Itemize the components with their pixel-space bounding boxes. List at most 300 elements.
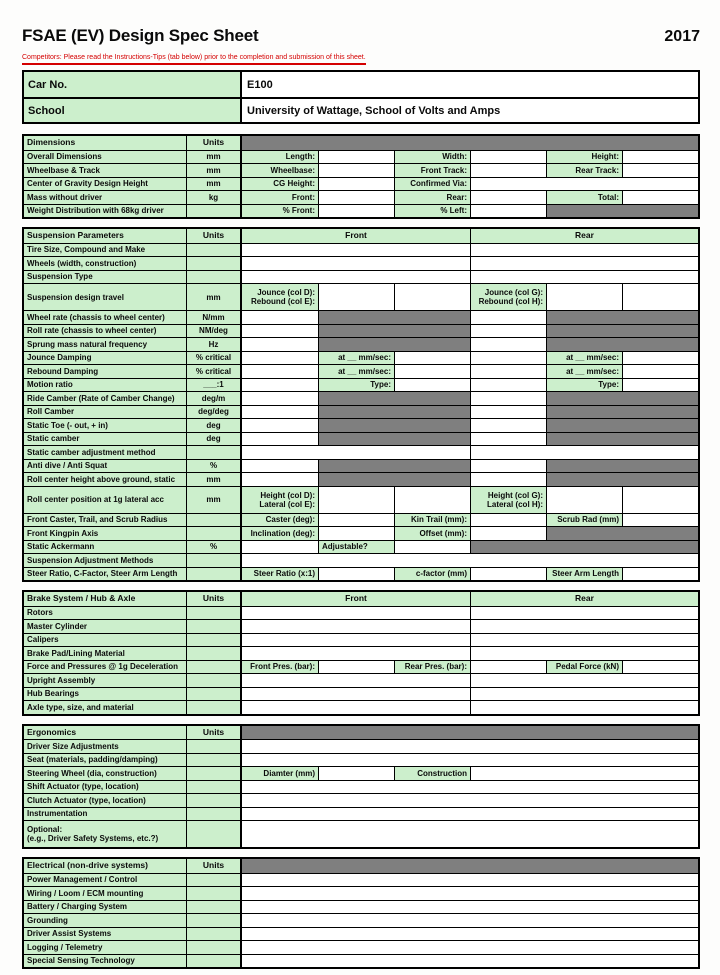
row-label: Wiring / Loom / ECM mounting (24, 887, 187, 900)
input-cell[interactable] (470, 647, 698, 660)
input-cell[interactable] (242, 352, 318, 365)
input-cell[interactable] (470, 767, 698, 780)
table-row-rebound-damping (24, 364, 698, 378)
row-label: Steer Ratio, C-Factor, Steer Arm Length (24, 568, 187, 581)
row-label: Hub Bearings (24, 688, 187, 701)
input-cell[interactable] (242, 901, 698, 914)
unit-cell (187, 874, 242, 887)
row-label: Front Caster, Trail, and Scrub Radius (24, 514, 187, 527)
field-label: Total: (546, 191, 622, 204)
sections-container (22, 134, 700, 969)
input-cell[interactable] (242, 365, 318, 378)
input-cell[interactable] (242, 446, 470, 459)
field-label: Width: (394, 151, 470, 164)
section-title: Suspension Parameters (24, 229, 187, 243)
input-cell[interactable] (394, 284, 470, 310)
field-label: Inclination (deg): (242, 527, 318, 540)
table-row-power-management-control (24, 873, 698, 887)
front-header: Front (242, 229, 470, 243)
na-cell (318, 419, 470, 432)
input-cell[interactable] (470, 244, 698, 257)
table-row-driver-assist-systems (24, 927, 698, 941)
unit-cell (187, 740, 242, 753)
field-label: Confirmed Via: (394, 178, 470, 191)
input-cell[interactable] (394, 487, 470, 513)
row-label: Wheelbase & Track (24, 164, 187, 177)
input-cell[interactable] (242, 473, 318, 486)
row-label: Calipers (24, 634, 187, 647)
input-cell[interactable] (242, 914, 698, 927)
unit-cell: deg/deg (187, 406, 242, 419)
unit-cell: mm (187, 164, 242, 177)
row-label: Roll center position at 1g lateral acc (24, 487, 187, 513)
input-cell[interactable] (242, 781, 698, 794)
unit-cell (187, 794, 242, 807)
field-label: Steer Ratio (x:1) (242, 568, 318, 581)
unit-cell (187, 914, 242, 927)
table-row-front-caster-trail-and-scrub-radius (24, 513, 698, 527)
input-cell[interactable] (622, 164, 698, 177)
table-row-wheels-width-construction (24, 256, 698, 270)
table-row-master-cylinder (24, 619, 698, 633)
input-cell[interactable] (470, 514, 546, 527)
input-cell[interactable] (622, 151, 698, 164)
row-label: Power Management / Control (24, 874, 187, 887)
section-title: Ergonomics (24, 726, 187, 740)
row-label: Special Sensing Technology (24, 955, 187, 968)
na-cell (318, 460, 470, 473)
input-cell[interactable] (470, 674, 698, 687)
input-cell[interactable] (242, 674, 470, 687)
input-cell[interactable] (470, 365, 546, 378)
input-cell[interactable] (242, 874, 698, 887)
table-row-static-camber (24, 432, 698, 446)
row-label: Optional: (e.g., Driver Safety Systems, etc.?) (24, 821, 187, 847)
input-cell[interactable] (242, 688, 470, 701)
input-cell[interactable] (318, 514, 394, 527)
na-cell (318, 311, 470, 324)
input-cell[interactable] (622, 568, 698, 581)
row-label: Overall Dimensions (24, 151, 187, 164)
unit-cell: kg (187, 191, 242, 204)
table-row-axle-type-size-and-material (24, 700, 698, 714)
input-cell[interactable] (318, 164, 394, 177)
car-no-label: Car No. (24, 72, 242, 97)
input-cell[interactable] (622, 365, 698, 378)
unit-cell: mm (187, 178, 242, 191)
input-cell[interactable] (470, 634, 698, 647)
input-cell[interactable] (470, 178, 698, 191)
unit-cell: Hz (187, 338, 242, 351)
unit-cell: deg (187, 433, 242, 446)
na-cell (470, 541, 698, 554)
section-title: Electrical (non-drive systems) (24, 859, 187, 873)
unit-cell: % critical (187, 352, 242, 365)
row-label: Wheel rate (chassis to wheel center) (24, 311, 187, 324)
field-label: CG Height: (242, 178, 318, 191)
input-cell[interactable] (242, 955, 698, 968)
input-cell[interactable] (470, 205, 546, 218)
na-cell (546, 406, 698, 419)
car-no-value[interactable]: E100 (242, 72, 698, 97)
row-label: Clutch Actuator (type, location) (24, 794, 187, 807)
field-label: Caster (deg): (242, 514, 318, 527)
row-label: Roll Camber (24, 406, 187, 419)
row-label: Roll rate (chassis to wheel center) (24, 325, 187, 338)
unit-cell (187, 257, 242, 270)
field-label: Height (col G): Lateral (col H): (470, 487, 546, 513)
table-row-roll-center-position-at-1g-lateral-acc (24, 486, 698, 513)
input-cell[interactable] (242, 392, 318, 405)
row-label: Upright Assembly (24, 674, 187, 687)
input-cell[interactable] (394, 365, 470, 378)
input-cell[interactable] (242, 754, 698, 767)
input-cell[interactable] (242, 740, 698, 753)
table-row-clutch-actuator-type-location (24, 793, 698, 807)
unit-cell (187, 568, 242, 581)
units-header: Units (187, 592, 242, 606)
input-cell[interactable] (470, 257, 698, 270)
row-label: Front Kingpin Axis (24, 527, 187, 540)
input-cell[interactable] (470, 701, 698, 714)
input-cell[interactable] (318, 527, 394, 540)
field-label: Jounce (col G): Rebound (col H): (470, 284, 546, 310)
input-cell[interactable] (470, 271, 698, 284)
input-cell[interactable] (394, 541, 470, 554)
input-cell[interactable] (318, 284, 394, 310)
input-cell[interactable] (470, 379, 546, 392)
row-label: Driver Size Adjustments (24, 740, 187, 753)
school-row (24, 97, 698, 122)
unit-cell (187, 808, 242, 821)
section-header-row (24, 859, 698, 873)
table-row-overall-dimensions (24, 150, 698, 164)
row-label: Jounce Damping (24, 352, 187, 365)
table-row-motion-ratio (24, 378, 698, 392)
input-cell[interactable] (470, 568, 546, 581)
input-cell[interactable] (242, 541, 318, 554)
row-label: Rebound Damping (24, 365, 187, 378)
school-label: School (24, 99, 242, 122)
input-cell[interactable] (318, 151, 394, 164)
row-label: Suspension design travel (24, 284, 187, 310)
row-label: Weight Distribution with 68kg driver (24, 205, 187, 218)
table-row-instrumentation (24, 807, 698, 821)
input-cell[interactable] (242, 433, 318, 446)
field-label: Jounce (col D): Rebound (col E): (242, 284, 318, 310)
section-dimensions (22, 134, 700, 219)
input-cell[interactable] (318, 205, 394, 218)
input-cell[interactable] (546, 487, 622, 513)
field-label: % Left: (394, 205, 470, 218)
na-header-cell (242, 859, 698, 873)
input-cell[interactable] (242, 554, 698, 567)
input-cell[interactable] (622, 514, 698, 527)
unit-cell: mm (187, 284, 242, 310)
section-title: Brake System / Hub & Axle (24, 592, 187, 606)
unit-cell (187, 647, 242, 660)
input-cell[interactable] (470, 446, 698, 459)
input-cell[interactable] (318, 191, 394, 204)
unit-cell (187, 955, 242, 968)
unit-cell (187, 887, 242, 900)
input-cell[interactable] (242, 406, 318, 419)
units-header: Units (187, 726, 242, 740)
row-label: Ride Camber (Rate of Camber Change) (24, 392, 187, 405)
unit-cell (187, 661, 242, 674)
unit-cell (187, 928, 242, 941)
field-label: c-factor (mm) (394, 568, 470, 581)
row-label: Steering Wheel (dia, construction) (24, 767, 187, 780)
car-info-table (22, 70, 700, 124)
competitors-notice: Competitors: Please read the Instructions-Tips (tab below) prior to the completion and submission of this sheet. (22, 54, 366, 65)
units-header: Units (187, 859, 242, 873)
input-cell[interactable] (470, 688, 698, 701)
input-cell[interactable] (622, 352, 698, 365)
section-header-row (24, 229, 698, 243)
input-cell[interactable] (318, 178, 394, 191)
input-cell[interactable] (242, 244, 470, 257)
input-cell[interactable] (546, 284, 622, 310)
input-cell[interactable] (242, 271, 470, 284)
row-label: Seat (materials, padding/damping) (24, 754, 187, 767)
table-row-front-kingpin-axis (24, 526, 698, 540)
input-cell[interactable] (622, 487, 698, 513)
input-cell[interactable] (470, 311, 546, 324)
unit-cell: deg/m (187, 392, 242, 405)
row-label: Static camber adjustment method (24, 446, 187, 459)
unit-cell (187, 446, 242, 459)
field-label: Offset (mm): (394, 527, 470, 540)
table-row-roll-center-height-above-ground-static (24, 472, 698, 486)
field-label: Type: (318, 379, 394, 392)
unit-cell (187, 554, 242, 567)
unit-cell (187, 244, 242, 257)
input-cell[interactable] (470, 392, 546, 405)
input-cell[interactable] (470, 473, 546, 486)
table-row-ride-camber-rate-of-camber-change (24, 391, 698, 405)
na-cell (318, 338, 470, 351)
input-cell[interactable] (318, 767, 394, 780)
section-title: Dimensions (24, 136, 187, 150)
unit-cell (187, 514, 242, 527)
input-cell[interactable] (318, 487, 394, 513)
field-label: Length: (242, 151, 318, 164)
unit-cell (187, 271, 242, 284)
table-row-logging-telemetry (24, 940, 698, 954)
input-cell[interactable] (318, 661, 394, 674)
input-cell[interactable] (318, 568, 394, 581)
unit-cell (187, 205, 242, 218)
table-row-jounce-damping (24, 351, 698, 365)
row-label: Axle type, size, and material (24, 701, 187, 714)
unit-cell: % (187, 541, 242, 554)
table-row-brake-pad-lining-material (24, 646, 698, 660)
section-ergonomics (22, 724, 700, 850)
field-label: Height: (546, 151, 622, 164)
table-row-suspension-type (24, 270, 698, 284)
na-header-cell (242, 136, 698, 150)
input-cell[interactable] (470, 527, 546, 540)
field-label: Scrub Rad (mm) (546, 514, 622, 527)
input-cell[interactable] (242, 794, 698, 807)
row-label: Static camber (24, 433, 187, 446)
input-cell[interactable] (470, 661, 546, 674)
row-label: Logging / Telemetry (24, 941, 187, 954)
front-header: Front (242, 592, 470, 606)
input-cell[interactable] (470, 460, 546, 473)
table-row-roll-rate-chassis-to-wheel-center (24, 324, 698, 338)
input-cell[interactable] (470, 191, 546, 204)
row-label: Brake Pad/Lining Material (24, 647, 187, 660)
unit-cell (187, 620, 242, 633)
unit-cell (187, 688, 242, 701)
unit-cell: ___:1 (187, 379, 242, 392)
school-value[interactable]: University of Wattage, School of Volts and Amps (242, 99, 698, 122)
row-label: Sprung mass natural frequency (24, 338, 187, 351)
field-label: at __ mm/sec: (546, 352, 622, 365)
input-cell[interactable] (242, 821, 698, 847)
input-cell[interactable] (470, 433, 546, 446)
input-cell[interactable] (242, 257, 470, 270)
field-label: Adjustable? (318, 541, 394, 554)
input-cell[interactable] (242, 460, 318, 473)
input-cell[interactable] (470, 419, 546, 432)
table-row-static-toe-out-in (24, 418, 698, 432)
unit-cell: % (187, 460, 242, 473)
unit-cell: N/mm (187, 311, 242, 324)
table-row-sprung-mass-natural-frequency (24, 337, 698, 351)
row-label: Grounding (24, 914, 187, 927)
input-cell[interactable] (242, 634, 470, 647)
unit-cell: mm (187, 487, 242, 513)
year-label: 2017 (664, 28, 700, 45)
input-cell[interactable] (242, 928, 698, 941)
units-header: Units (187, 136, 242, 150)
table-row-wheelbase-track (24, 163, 698, 177)
input-cell[interactable] (242, 808, 698, 821)
input-cell[interactable] (622, 379, 698, 392)
na-cell (318, 406, 470, 419)
field-label: % Front: (242, 205, 318, 218)
input-cell[interactable] (242, 311, 318, 324)
na-cell (546, 325, 698, 338)
field-label: Wheelbase: (242, 164, 318, 177)
input-cell[interactable] (242, 887, 698, 900)
input-cell[interactable] (622, 191, 698, 204)
table-row-force-and-pressures-1g-deceleration (24, 660, 698, 674)
row-label: Shift Actuator (type, location) (24, 781, 187, 794)
row-label: Suspension Type (24, 271, 187, 284)
na-cell (318, 473, 470, 486)
table-row-shift-actuator-type-location (24, 780, 698, 794)
title-row (22, 26, 700, 46)
input-cell[interactable] (470, 325, 546, 338)
table-row-wiring-loom-ecm-mounting (24, 886, 698, 900)
input-cell[interactable] (470, 607, 698, 620)
table-row-steer-ratio-c-factor-steer-arm-length (24, 567, 698, 581)
table-row-wheel-rate-chassis-to-wheel-center (24, 310, 698, 324)
na-cell (546, 205, 698, 218)
input-cell[interactable] (242, 607, 470, 620)
section-electrical-non-drive-systems (22, 857, 700, 969)
input-cell[interactable] (242, 338, 318, 351)
input-cell[interactable] (242, 701, 470, 714)
row-label: Force and Pressures @ 1g Deceleration (24, 661, 187, 674)
table-row-tire-size-compound-and-make (24, 243, 698, 257)
page-title: FSAE (EV) Design Spec Sheet (22, 26, 259, 45)
field-label: at __ mm/sec: (318, 352, 394, 365)
na-cell (318, 433, 470, 446)
unit-cell (187, 901, 242, 914)
input-cell[interactable] (242, 419, 318, 432)
na-cell (546, 460, 698, 473)
field-label: Rear: (394, 191, 470, 204)
field-label: Pedal Force (kN) (546, 661, 622, 674)
table-row-special-sensing-technology (24, 954, 698, 968)
unit-cell: mm (187, 151, 242, 164)
input-cell[interactable] (470, 620, 698, 633)
field-label: at __ mm/sec: (546, 365, 622, 378)
input-cell[interactable] (242, 647, 470, 660)
unit-cell (187, 674, 242, 687)
row-label: Master Cylinder (24, 620, 187, 633)
unit-cell (187, 767, 242, 780)
table-row-rotors (24, 606, 698, 620)
row-label: Driver Assist Systems (24, 928, 187, 941)
row-label: Center of Gravity Design Height (24, 178, 187, 191)
input-cell[interactable] (242, 941, 698, 954)
field-label: Rear Pres. (bar): (394, 661, 470, 674)
na-cell (546, 527, 698, 540)
input-cell[interactable] (242, 379, 318, 392)
car-no-row (24, 72, 698, 97)
rear-header: Rear (470, 229, 698, 243)
field-label: Diamter (mm) (242, 767, 318, 780)
input-cell[interactable] (622, 284, 698, 310)
input-cell[interactable] (470, 338, 546, 351)
input-cell[interactable] (622, 661, 698, 674)
field-label: Front Track: (394, 164, 470, 177)
table-row-roll-camber (24, 405, 698, 419)
input-cell[interactable] (470, 164, 546, 177)
na-cell (546, 392, 698, 405)
unit-cell (187, 607, 242, 620)
field-label: Height (col D): Lateral (col E): (242, 487, 318, 513)
input-cell[interactable] (242, 325, 318, 338)
row-label: Mass without driver (24, 191, 187, 204)
table-row-hub-bearings (24, 687, 698, 701)
na-cell (546, 419, 698, 432)
input-cell[interactable] (242, 620, 470, 633)
row-label: Wheels (width, construction) (24, 257, 187, 270)
row-label: Rotors (24, 607, 187, 620)
unit-cell (187, 634, 242, 647)
unit-cell (187, 754, 242, 767)
input-cell[interactable] (470, 406, 546, 419)
unit-cell: mm (187, 473, 242, 486)
input-cell[interactable] (394, 379, 470, 392)
section-suspension-parameters (22, 227, 700, 582)
table-row-steering-wheel-dia-construction (24, 766, 698, 780)
input-cell[interactable] (470, 151, 546, 164)
unit-cell (187, 781, 242, 794)
row-label: Static Ackermann (24, 541, 187, 554)
input-cell[interactable] (470, 352, 546, 365)
input-cell[interactable] (394, 352, 470, 365)
row-label: Roll center height above ground, static (24, 473, 187, 486)
field-label: Type: (546, 379, 622, 392)
